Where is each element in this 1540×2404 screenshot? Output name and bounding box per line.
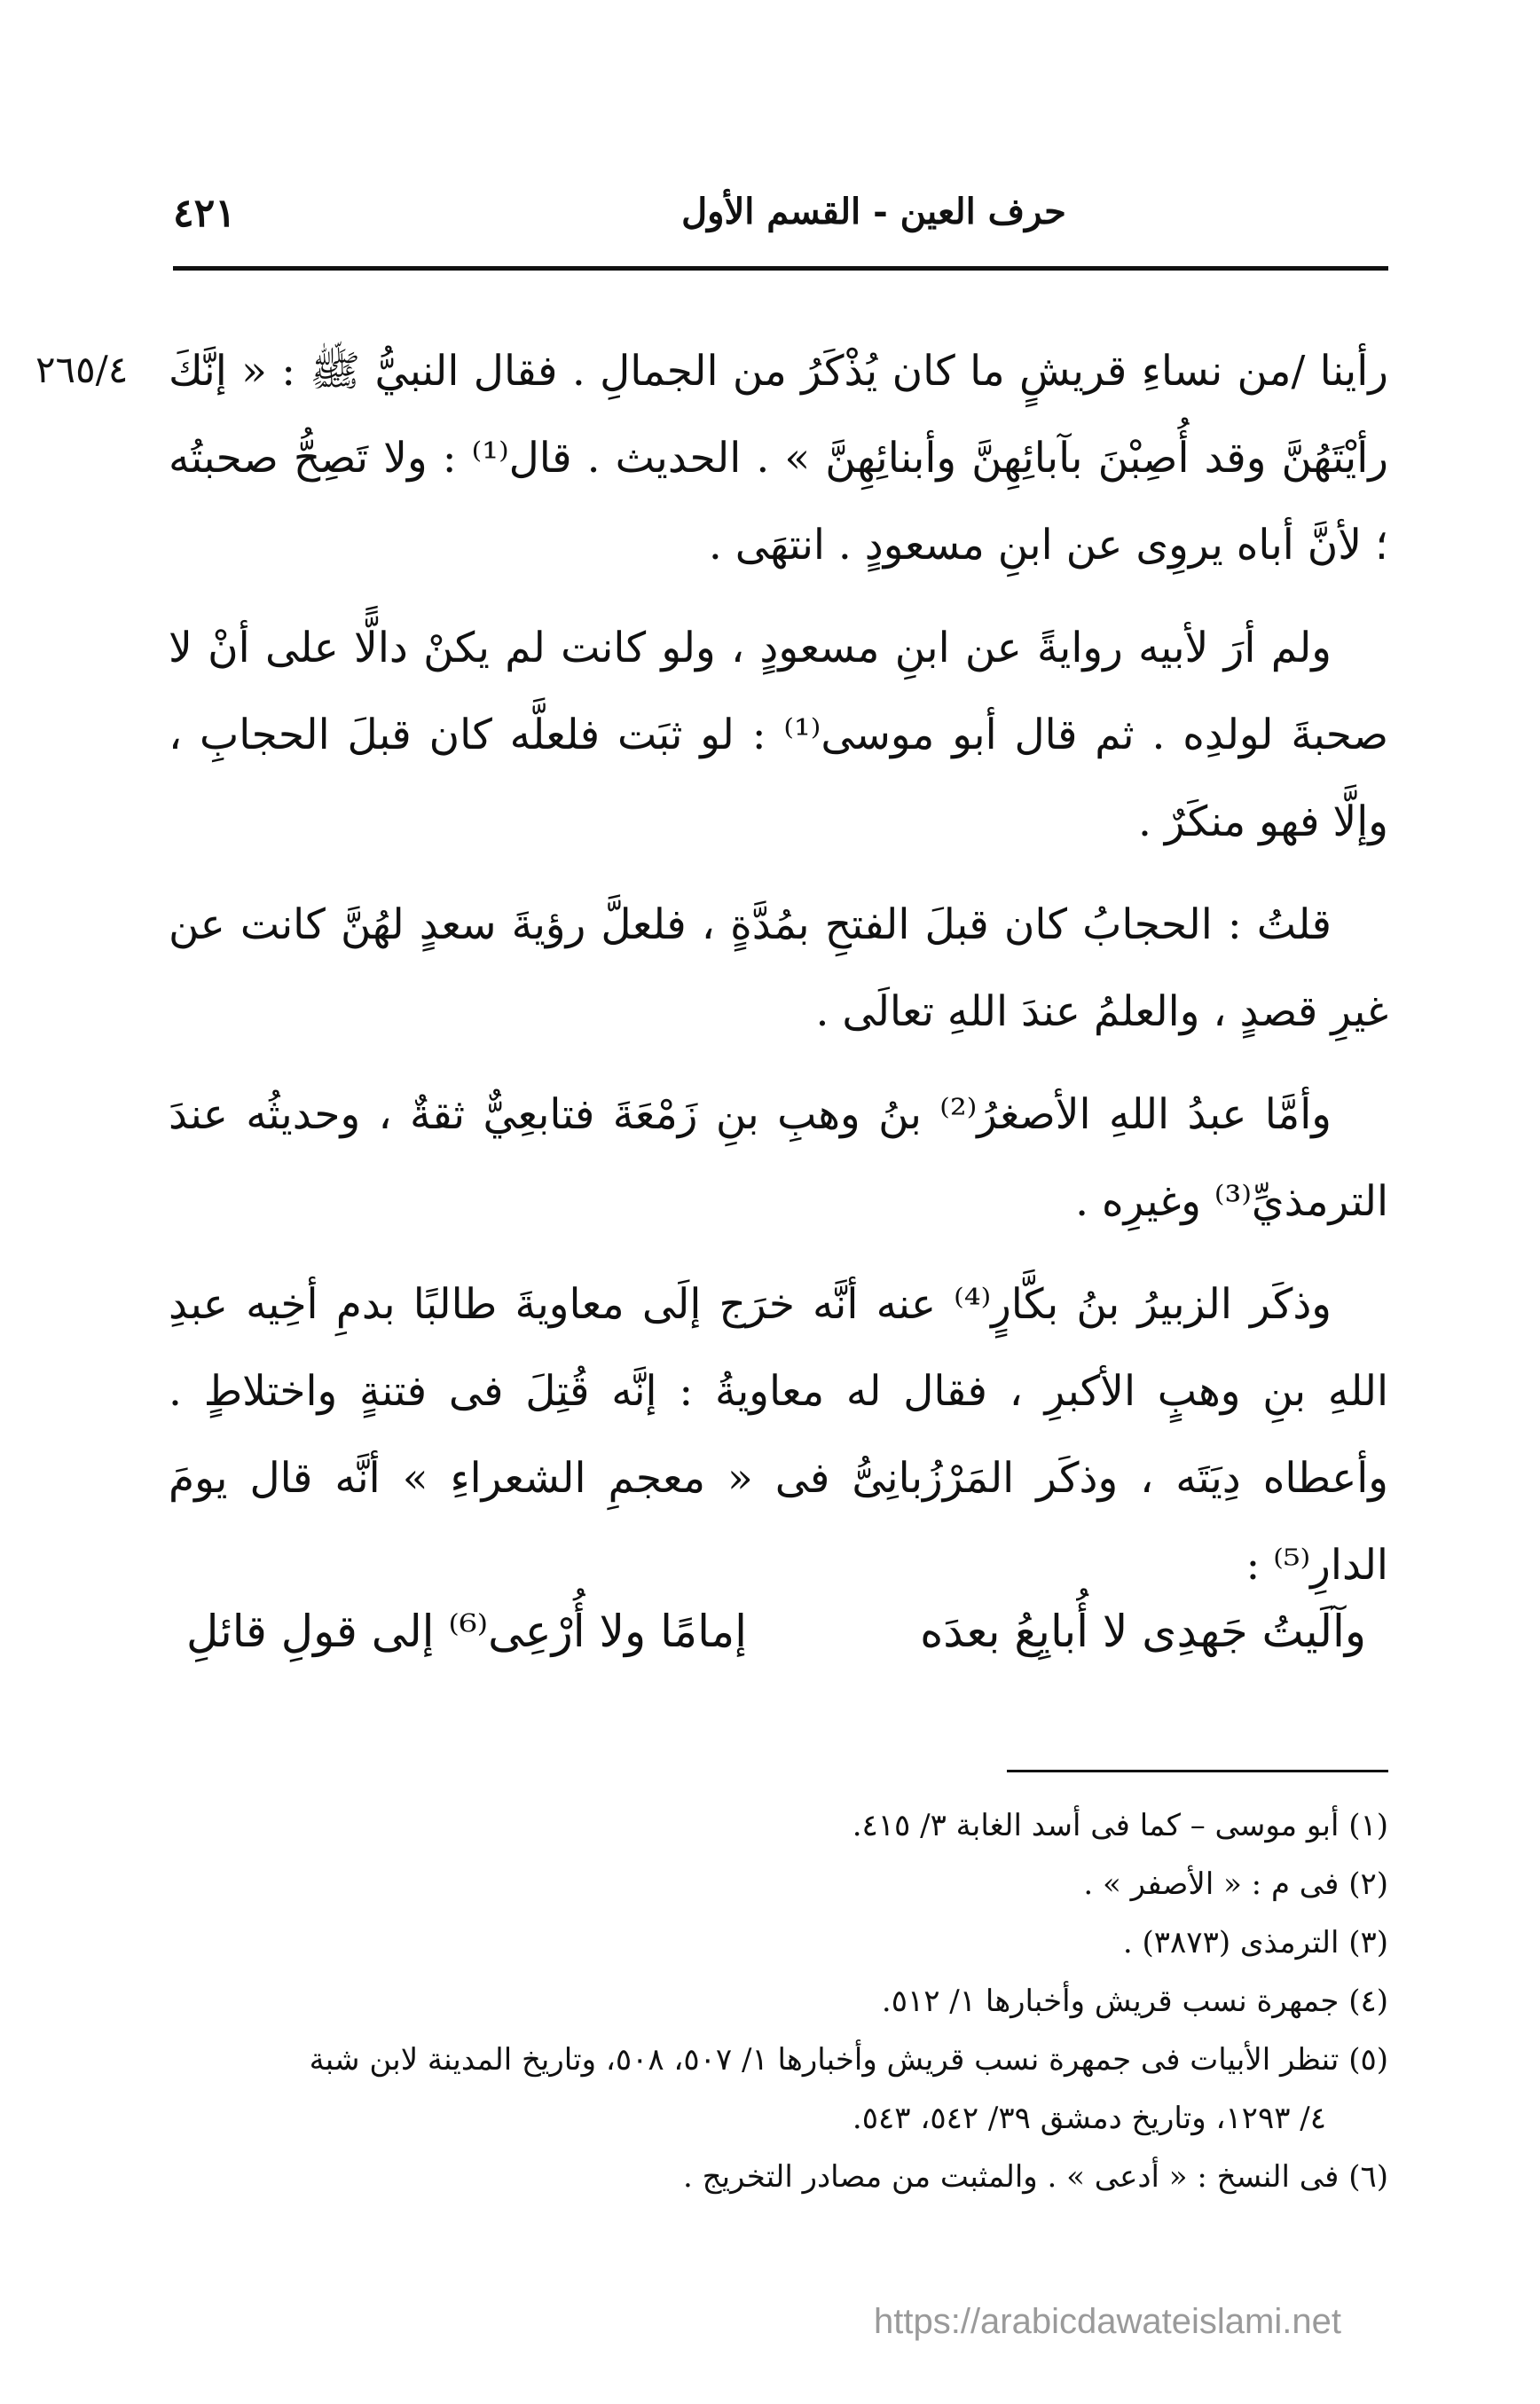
watermark-url: https://arabicdawateislami.net: [874, 2302, 1341, 2341]
footnote-2: (٢) فى م : « الأصفر » .: [1083, 1866, 1388, 1902]
verse-first-hemistich: وآلَيتُ جَهدِى لا أُبايِعُ بعدَه: [920, 1606, 1366, 1657]
footnote-3: (٣) الترمذى (٣٨٧٣) .: [1122, 1925, 1388, 1960]
footnotes: [173, 1796, 1388, 2206]
header-divider: [173, 266, 1388, 271]
footnote-5-continuation: ٤/ ١٢٩٣، وتاريخ دمشق ٣٩/ ٥٤٢، ٥٤٣.: [852, 2101, 1326, 2136]
paragraph-2: ولم أرَ لأبيه روايةً عن ابنِ مسعودٍ ، ولو كانت لم يكنْ دالًّا على أنْ لا صحبةَ لولدِه . ثم قال أبو موسى⁽¹⁾ : لو ثبَت فلعلَّه كان قبلَ الحجابِ ، وإلَّا فهو منكَرٌ .: [169, 624, 1388, 846]
paragraph-3: قلتُ : الحجابُ كان قبلَ الفتحِ بمُدَّةٍ ، فلعلَّ رؤيةَ سعدٍ لهُنَّ كانت عن غيرِ قصدٍ ، والعلمُ عندَ اللهِ تعالَى .: [169, 900, 1388, 1036]
page-number: ٤٢١: [173, 191, 236, 236]
paragraph-4: وأمَّا عبدُ اللهِ الأصغرُ⁽²⁾ بنُ وهبِ بنِ زَمْعَةَ فتابعِيٌّ ثقةٌ ، وحديثُه عندَ الترمذيِّ⁽³⁾ وغيرِه .: [169, 1090, 1388, 1226]
footnote-6: (٦) فى النسخ : « أدعى » . والمثبت من مصادر التخريج .: [683, 2159, 1388, 2195]
footnote-1: (١) أبو موسى – كما فى أسد الغابة ٣/ ٤١٥.: [852, 1808, 1388, 1843]
running-title: حرف العين - القسم الأول: [681, 191, 1066, 232]
page-header: [173, 191, 1388, 262]
footnote-divider: [1007, 1770, 1388, 1772]
margin-reference: ٢٦٥/٤: [35, 348, 129, 391]
main-text: [169, 328, 1388, 1625]
verse-second-hemistich: إمامًا ولا أُرْعِى⁽⁶⁾ إلى قولِ قائلِ: [186, 1606, 747, 1657]
footnote-5: (٥) تنظر الأبيات فى جمهرة نسب قريش وأخبارها ١/ ٥٠٧، ٥٠٨، وتاريخ المدينة لابن شبة: [309, 2042, 1388, 2078]
footnote-4: (٤) جمهرة نسب قريش وأخبارها ١/ ٥١٢.: [881, 1984, 1388, 2019]
paragraph-1: رأينا /من نساءِ قريشٍ ما كان يُذْكَرُ من الجمالِ . فقال النبيُّ ﷺ : « إنَّكَ رأيْتَهُنَّ وقد أُصِبْنَ بآبائِهِنَّ وأبنائِهِنَّ » . الحديث . قال⁽¹⁾ : ولا تَصِحُّ صحبتُه ؛ لأنَّ أباه يروِى عن ابنِ مسعودٍ . انتهَى .: [169, 347, 1388, 570]
poetry-verse: [186, 1606, 1375, 1694]
paragraph-5: وذكَر الزبيرُ بنُ بكَّارٍ⁽⁴⁾ عنه أنَّه خرَج إلَى معاويةَ طالبًا بدمِ أخِيه عبدِ اللهِ بنِ وهبٍ الأكبرِ ، فقال له معاويةُ : إنَّه قُتِلَ فى فتنةٍ واختلاطٍ . وأعطاه دِيَتَه ، وذكَر المَرْزُبانِىُّ فى « معجمِ الشعراءِ » أنَّه قال يومَ الدارِ⁽⁵⁾ :: [169, 1280, 1388, 1590]
